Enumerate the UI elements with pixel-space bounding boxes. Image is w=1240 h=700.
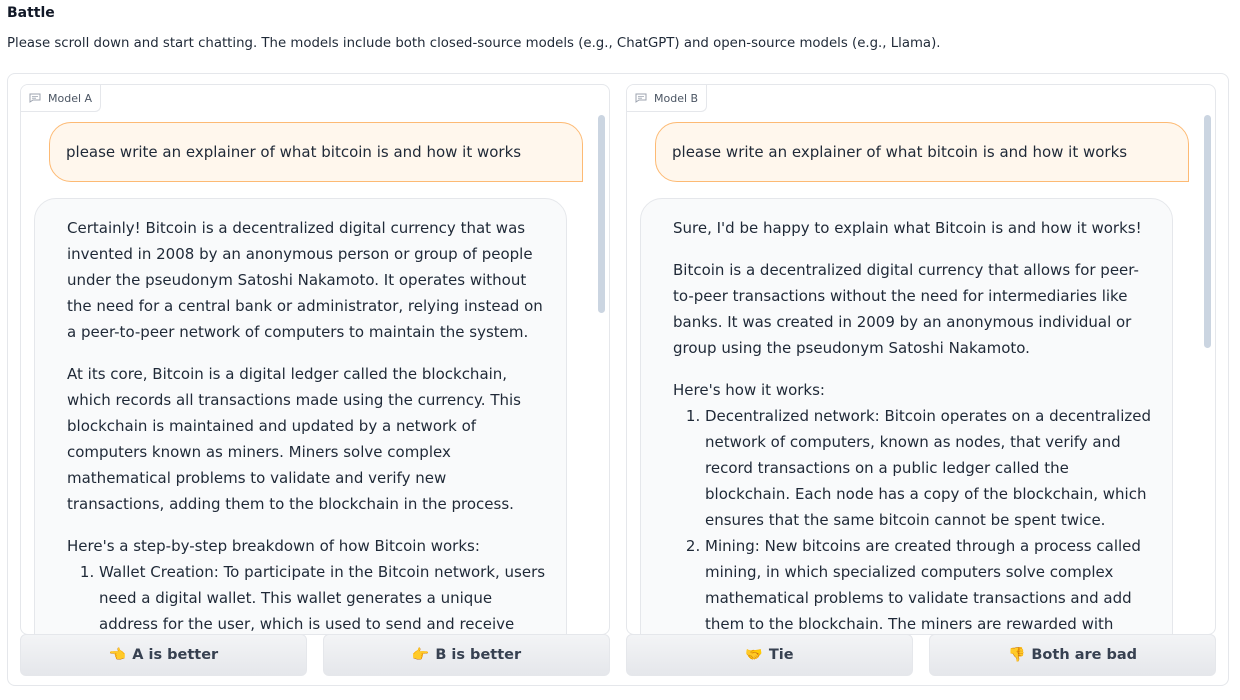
list-item: 1. Wallet Creation: To participate in the Bitcoin network, users need a digital wallet. This wallet generates a unique address for the user, which is used to send and receive (99, 559, 548, 635)
chatbot-panel-b[interactable] (626, 84, 1216, 635)
thumbs-down-icon: 👎 (1007, 647, 1026, 663)
button-label: Tie (768, 647, 794, 663)
chat-bubble-icon (29, 93, 41, 103)
panel-label-a (21, 85, 101, 112)
panel-label-text: Model A (48, 92, 93, 105)
handshake-icon: 🤝 (745, 647, 763, 663)
button-label: Both are bad (1031, 647, 1138, 663)
assistant-paragraph: Bitcoin is a decentralized digital currency that allows for peer-to-peer transactions without the need for intermediaries like banks. It was created in 2009 by an anonymous individual or group using the pseudonym Satoshi Nakamoto. (673, 261, 1139, 357)
chat-bubble-icon (635, 93, 647, 103)
list-item: 1. Decentralized network: Bitcoin operates on a decentralized network of computers, known as nodes, that verify and record transactions on a public ledger called the blockchain. Each node has a copy of the blockchain, which ensures that the same bitcoin cannot be spent twice. (705, 403, 1154, 533)
assistant-message (640, 198, 1173, 635)
assistant-message (34, 198, 567, 635)
both-bad-button[interactable] (929, 634, 1216, 676)
chatbot-panel-a[interactable] (20, 84, 610, 635)
a-is-better-button[interactable] (20, 634, 307, 676)
b-is-better-button[interactable] (323, 634, 610, 676)
assistant-list (67, 559, 548, 635)
user-message: please write an explainer of what bitcoin is and how it works (655, 122, 1189, 182)
assistant-paragraph: At its core, Bitcoin is a digital ledger called the blockchain, which records all transactions made using the currency. This blockchain is maintained and updated by a network of computers known as miners. Miners solve complex mathematical problems to validate and verify new transactions, adding them to the blockchain in the process. (67, 365, 521, 513)
point-right-icon: 👉 (411, 647, 430, 663)
assistant-paragraph: Sure, I'd be happy to explain what Bitcoin is and how it works! (673, 219, 1142, 237)
point-left-icon: 👈 (108, 647, 127, 663)
button-label: B is better (435, 647, 522, 663)
page-description: Please scroll down and start chatting. The models include both closed-source models (e.g., ChatGPT) and open-source models (e.g., Llama). (7, 36, 941, 51)
panel-label-text: Model B (654, 92, 699, 105)
scrollbar-thumb[interactable] (598, 115, 605, 313)
assistant-paragraph: Here's a step-by-step breakdown of how Bitcoin works: (67, 537, 480, 555)
assistant-paragraph: Certainly! Bitcoin is a decentralized digital currency that was invented in 2008 by an anonymous person or group of people under the pseudonym Satoshi Nakamoto. It operates without the need for a central bank or administrator, relying instead on a peer-to-peer network of computers to maintain the system. (67, 219, 543, 341)
list-item: 2. Mining: New bitcoins are created through a process called mining, in which specialized computers solve complex mathematical problems to validate transactions and add them to the blockchain. The miners are rewarded with (705, 533, 1154, 635)
button-label: A is better (132, 647, 219, 663)
user-message: please write an explainer of what bitcoin is and how it works (49, 122, 583, 182)
panel-label-b (627, 85, 707, 112)
tie-button[interactable] (626, 634, 913, 676)
scrollbar-thumb[interactable] (1204, 115, 1211, 348)
assistant-list (673, 403, 1154, 635)
page-title: Battle (7, 5, 55, 21)
assistant-paragraph: Here's how it works: (673, 381, 825, 399)
